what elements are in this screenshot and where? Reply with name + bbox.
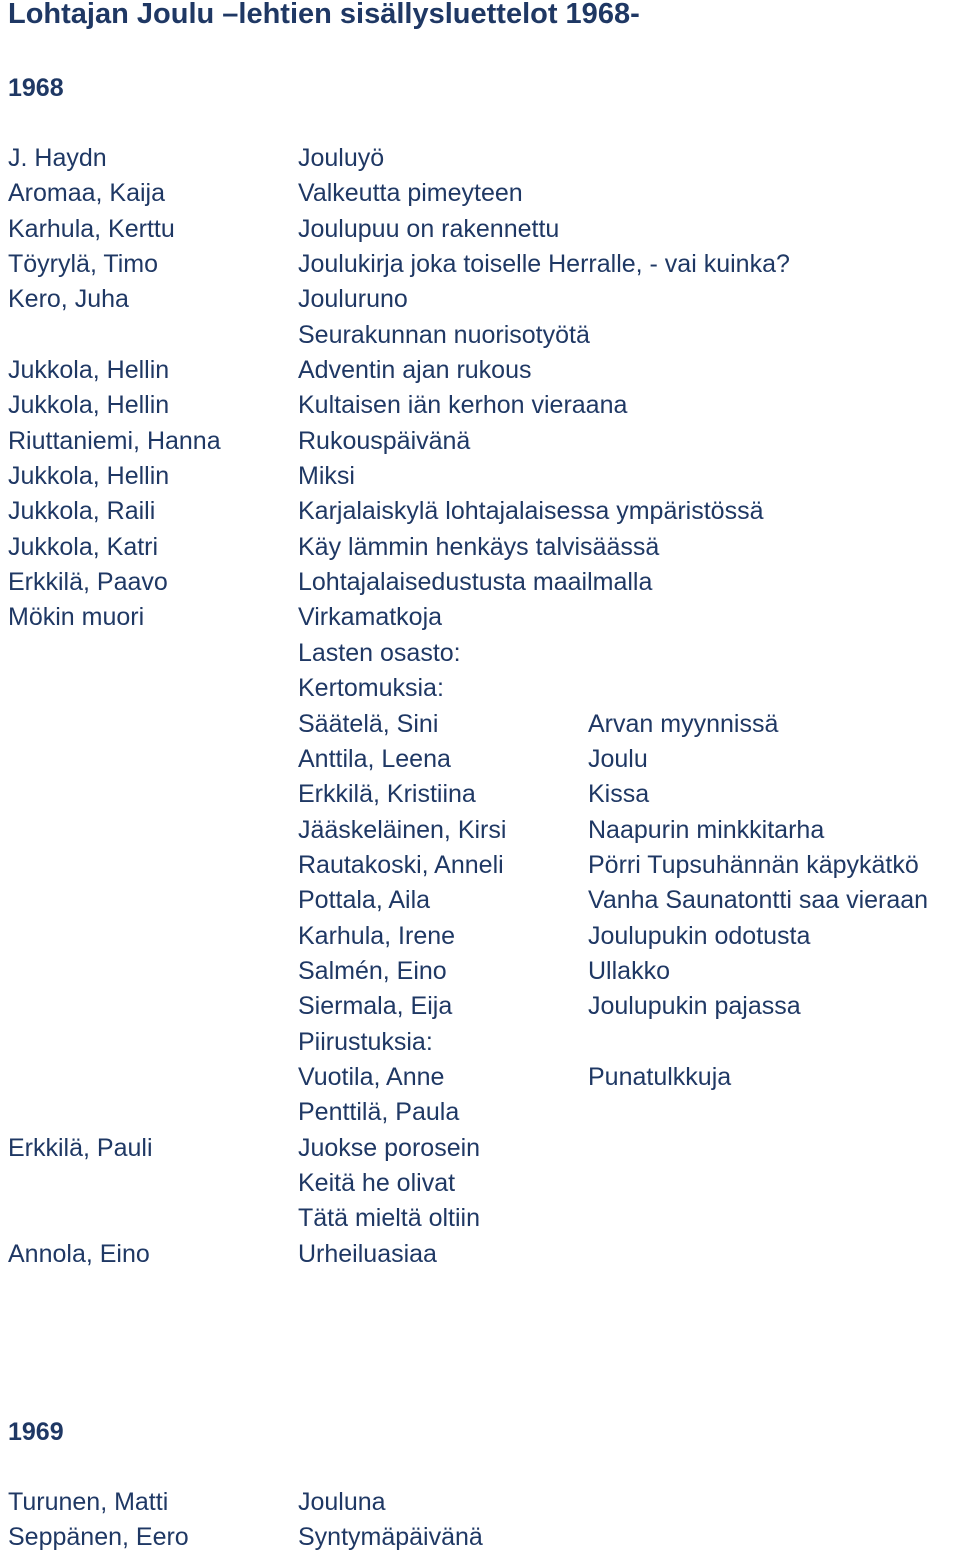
toc-row: [0, 1485, 960, 1520]
toc-article-title: Karjalaiskylä lohtajalaisessa ympäristössä: [298, 497, 764, 526]
year-heading-1969: 1969: [8, 1418, 64, 1446]
toc-article-title: Vuotila, Anne: [298, 1062, 445, 1091]
toc-row: [0, 600, 960, 635]
toc-row: [0, 1237, 960, 1272]
toc-row: [0, 1060, 960, 1095]
toc-article-title: Pottala, Aila: [298, 886, 431, 915]
toc-author: Jukkola, Hellin: [8, 462, 170, 491]
toc-row: [0, 565, 960, 600]
toc-author: Annola, Eino: [8, 1239, 150, 1268]
toc-row: [0, 388, 960, 423]
section-1969-list: [0, 1485, 960, 1556]
toc-author: Turunen, Matti: [8, 1488, 169, 1516]
toc-article-title: Joulupuu on rakennettu: [298, 214, 560, 243]
toc-row: [0, 141, 960, 176]
toc-row: [0, 1520, 960, 1555]
toc-row: [0, 353, 960, 388]
toc-article-title: Rukouspäivänä: [298, 426, 471, 455]
toc-subtitle: Kissa: [588, 780, 650, 809]
toc-author: Jukkola, Katri: [8, 532, 159, 561]
toc-row: [0, 671, 960, 706]
toc-row: [0, 813, 960, 848]
toc-author: Seppänen, Eero: [8, 1523, 189, 1552]
toc-row: [0, 318, 960, 353]
toc-article-title: Erkkilä, Kristiina: [298, 780, 476, 809]
toc-row: [0, 1131, 960, 1166]
toc-author: Töyrylä, Timo: [8, 250, 159, 279]
toc-subtitle: Joulupukin odotusta: [588, 921, 811, 950]
toc-row: [0, 989, 960, 1024]
toc-subtitle: Punatulkkuja: [588, 1062, 732, 1091]
toc-row: [0, 1166, 960, 1201]
section-1968-list: [0, 141, 960, 1272]
toc-row: [0, 282, 960, 317]
toc-row: [0, 777, 960, 812]
toc-article-title: Syntymäpäivänä: [298, 1523, 483, 1552]
toc-row: [0, 1095, 960, 1130]
toc-article-title: Lohtajalaisedustusta maailmalla: [298, 568, 653, 597]
toc-row: [0, 848, 960, 883]
toc-row: [0, 742, 960, 777]
toc-row: [0, 883, 960, 918]
toc-article-title: Keitä he olivat: [298, 1168, 456, 1197]
toc-subtitle: Arvan myynnissä: [588, 709, 779, 738]
toc-article-title: Jääskeläinen, Kirsi: [298, 815, 507, 844]
toc-article-title: Kertomuksia:: [298, 674, 444, 703]
toc-article-title: Rautakoski, Anneli: [298, 850, 504, 879]
toc-article-title: Anttila, Leena: [298, 744, 451, 773]
toc-subtitle: Ullakko: [588, 956, 670, 985]
toc-row: [0, 212, 960, 247]
toc-row: [0, 424, 960, 459]
toc-author: Jukkola, Hellin: [8, 391, 170, 420]
toc-article-title: Karhula, Irene: [298, 921, 456, 950]
toc-author: Jukkola, Raili: [8, 497, 156, 526]
toc-author: Kero, Juha: [8, 285, 129, 314]
toc-subtitle: Joulu: [588, 744, 648, 773]
toc-article-title: Penttilä, Paula: [298, 1098, 460, 1127]
toc-article-title: Lasten osasto:: [298, 638, 461, 667]
toc-subtitle: Pörri Tupsuhännän käpykätkö: [588, 850, 919, 879]
toc-author: Karhula, Kerttu: [8, 214, 175, 243]
page-title: Lohtajan Joulu –lehtien sisällysluettelot 1968-: [8, 0, 640, 30]
toc-article-title: Kultaisen iän kerhon vieraana: [298, 391, 628, 420]
toc-row: [0, 247, 960, 282]
toc-article-title: Virkamatkoja: [298, 603, 443, 632]
toc-author: J. Haydn: [8, 144, 107, 172]
toc-row: [0, 494, 960, 529]
toc-article-title: Käy lämmin henkäys talvisäässä: [298, 532, 660, 561]
toc-article-title: Urheiluasiaa: [298, 1239, 437, 1268]
toc-row: [0, 459, 960, 494]
toc-article-title: Tätä mieltä oltiin: [298, 1204, 481, 1233]
toc-article-title: Joulukirja joka toiselle Herralle, - vai kuinka?: [298, 250, 790, 279]
toc-article-title: Säätelä, Sini: [298, 709, 439, 738]
toc-author: Aromaa, Kaija: [8, 179, 166, 208]
toc-article-title: Seurakunnan nuorisotyötä: [298, 320, 590, 349]
toc-article-title: Piirustuksia:: [298, 1027, 433, 1056]
toc-row: [0, 954, 960, 989]
toc-article-title: Jouluruno: [298, 285, 408, 314]
toc-author: Erkkilä, Pauli: [8, 1133, 153, 1162]
toc-row: [0, 530, 960, 565]
toc-row: [0, 919, 960, 954]
toc-author: Riuttaniemi, Hanna: [8, 426, 221, 455]
toc-article-title: Jouluna: [298, 1488, 386, 1516]
toc-article-title: Juokse porosein: [298, 1133, 481, 1162]
toc-article-title: Miksi: [298, 462, 355, 491]
year-heading-1968: 1968: [8, 74, 64, 102]
toc-article-title: Adventin ajan rukous: [298, 356, 532, 385]
toc-author: Erkkilä, Paavo: [8, 568, 168, 597]
toc-row: [0, 707, 960, 742]
toc-subtitle: Joulupukin pajassa: [588, 992, 801, 1021]
toc-article-title: Valkeutta pimeyteen: [298, 179, 523, 208]
toc-subtitle: Naapurin minkkitarha: [588, 815, 825, 844]
toc-article-title: Siermala, Eija: [298, 992, 453, 1021]
toc-row: [0, 1201, 960, 1236]
toc-article-title: Jouluyö: [298, 144, 385, 172]
toc-subtitle: Vanha Saunatontti saa vieraan: [588, 886, 929, 915]
toc-author: Jukkola, Hellin: [8, 356, 170, 385]
toc-row: [0, 636, 960, 671]
toc-article-title: Salmén, Eino: [298, 956, 447, 985]
toc-row: [0, 1025, 960, 1060]
toc-author: Mökin muori: [8, 603, 145, 632]
toc-row: [0, 176, 960, 211]
